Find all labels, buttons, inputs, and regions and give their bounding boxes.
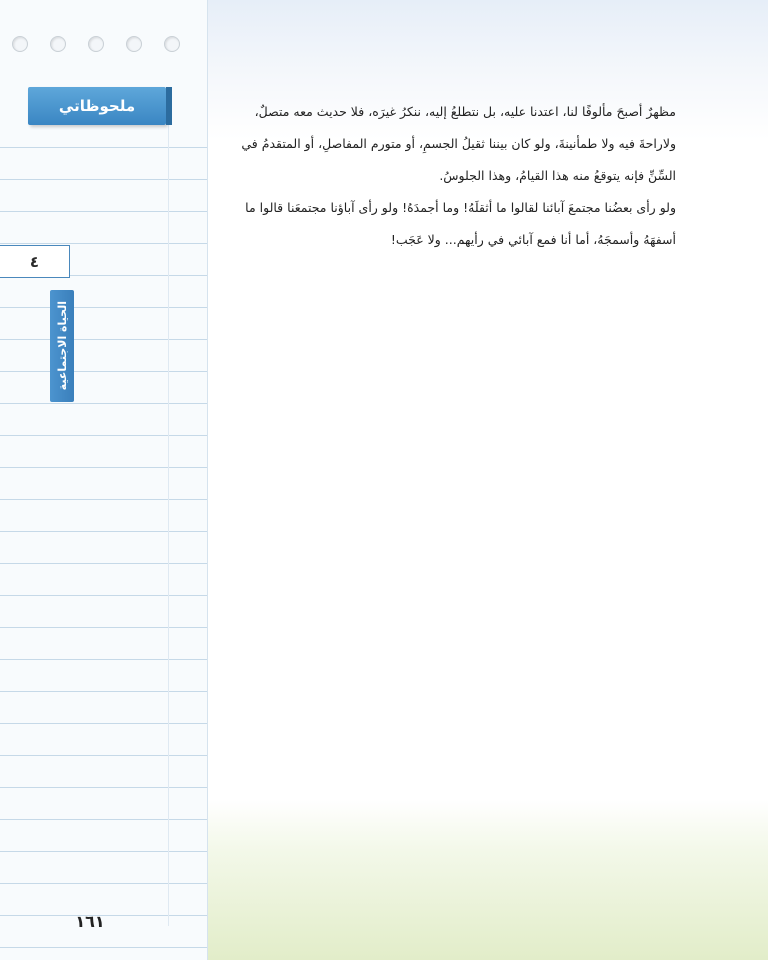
body-text (221, 96, 676, 256)
unit-number: ٤ (0, 245, 70, 278)
binder-hole-icon (88, 36, 104, 52)
notes-sidebar (0, 0, 208, 960)
notebook-margin-line (168, 116, 169, 926)
binder-hole-icon (12, 36, 28, 52)
binder-holes (12, 36, 180, 52)
content-area (208, 0, 768, 960)
notes-label-tab: ملحوظاتي (28, 87, 166, 125)
page-number: ١٦١ (75, 912, 105, 931)
binder-hole-icon (126, 36, 142, 52)
unit-title: الحياة الاجتماعية (55, 301, 69, 391)
paragraph: ولو رأى بعضُنا مجتمعَ آبائنا لقالوا ما أثقلَهُ! وما أجمدَهُ! ولو رأى آباؤنا مجتمعَنا قالوا ما أسفهَهُ وأسمجَهُ، أما أنا فمع آبائي في رأيهم... ولا عَجَب! (245, 200, 676, 247)
binder-hole-icon (50, 36, 66, 52)
unit-title-tab (50, 290, 74, 402)
paragraph: مظهرٌ أصبحَ مألوفًا لنا، اعتدنا عليه، بل نتطلعُ إليه، ننكرُ غيرَه، فلا حديث معه متصلٌ، ولاراحةَ فيه ولا طمأنينةَ، ولو كان بيننا ثقيلُ الجسمِ، أو متورم المفاصلِ، أو المتقدمُ في السِّنِّ فإنه يتوقعُ منه هذا القيامُ، وهذا الجلوسُ. (241, 104, 676, 183)
binder-hole-icon (164, 36, 180, 52)
